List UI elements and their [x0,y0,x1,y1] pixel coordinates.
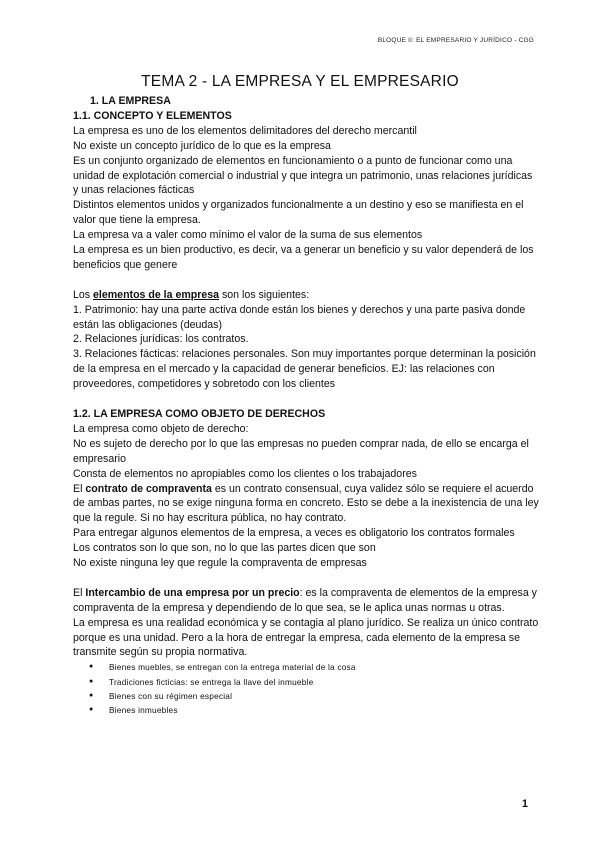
document-body [73,94,543,717]
paragraph [73,482,543,527]
paragraph: Consta de elementos no apropiables como los clientes o los trabajadores [73,467,417,480]
text: : es la compraventa de elementos de la empresa y compraventa de la empresa y dependiendo de lo que sea, se le aplica unas normas u otras. [73,586,537,614]
running-header: BLOQUE II: EL EMPRESARIO Y JURÍDICO - CGG [377,37,534,44]
bullet-item: ● Tradiciones ficticias: se entrega la llave del inmueble [109,675,543,689]
paragraph [73,586,543,616]
text: Los [73,288,94,301]
paragraph: La empresa es uno de los elementos delimitadores del derecho mercantil [73,124,417,137]
paragraph [73,288,543,303]
page-number: 1 [521,798,528,810]
paragraph: No existe ninguna ley que regule la compraventa de empresas [73,557,367,570]
subsection-heading: 1.1. CONCEPTO Y ELEMENTOS [73,109,232,122]
bullet-item: ● Bienes muebles, se entregan con la entrega material de la cosa [109,660,543,674]
list-item: 2. Relaciones jurídicas: los contratos. [73,333,249,346]
bullet-item: ● Bienes con su régimen especial [109,689,543,703]
bold-term: contrato de compraventa [85,482,212,495]
paragraph: No existe un concepto jurídico de lo que es la empresa [73,139,331,152]
section-heading: 1. LA EMPRESA [90,95,171,107]
text: son los siguientes: [219,288,310,301]
page-title: TEMA 2 - LA EMPRESA Y EL EMPRESARIO [141,73,459,90]
bold-term: Intercambio de una empresa por un precio [85,586,300,599]
underlined-term: elementos de la empresa [93,288,220,301]
text: es un contrato consensual, cuya validez sólo se requiere el acuerdo de ambas partes, no se exige ninguna forma en concreto. Esto se debe a la inexistencia de una ley que la regule. Si no hay escritura pública, no hay contrato. [73,482,539,525]
paragraph: La empresa va a valer como mínimo el valor de la suma de sus elementos [73,229,423,242]
bullet-list [73,660,543,717]
text: El [73,586,86,599]
paragraph: No es sujeto de derecho por lo que las empresas no pueden comprar nada, de ello se encarga el empresario [73,437,529,465]
paragraph: Distintos elementos unidos y organizados funcionalmente a un destino y eso se manifiesta en el valor que tiene la empresa. [73,199,524,227]
paragraph: La empresa es una realidad económica y se contagia al plano jurídico. Se realiza un único contrato porque es una unidad. Pero a la hora de entregar la empresa, cada elemento de la empresa se transmite según su propia normativa. [73,616,539,659]
subsection-heading: 1.2. LA EMPRESA COMO OBJETO DE DERECHOS [73,408,326,420]
paragraph: Es un conjunto organizado de elementos en funcionamiento o a punto de funcionar como una unidad de explotación comercial o industrial y que integra un patrimonio, unas relaciones jurídicas [73,154,533,182]
list-item: 3. Relaciones fácticas: relaciones personales. Son muy importantes porque determinan la posición de la empresa en el mercado y la capacidad de generar beneficios. EJ: las relaciones con proveedores, competidores y sobretodo con los clientes [73,348,536,391]
paragraph: Los contratos son lo que son, no lo que las partes dicen que son [73,542,376,555]
text: El [73,482,86,495]
paragraph: y unas relaciones fácticas [73,184,195,197]
paragraph: La empresa como objeto de derecho: [73,422,249,435]
list-item: 1. Patrimonio: hay una parte activa donde están los bienes y derechos y una parte pasiva donde están las obligaciones (deudas) [73,303,526,331]
bullet-item: ● Bienes inmuebles [109,703,543,717]
paragraph: La empresa es un bien productivo, es decir, va a generar un beneficio y su valor dependerá de los beneficios que genere [73,244,534,271]
paragraph: Para entregar algunos elementos de la empresa, a veces es obligatorio los contratos formales [73,527,515,540]
